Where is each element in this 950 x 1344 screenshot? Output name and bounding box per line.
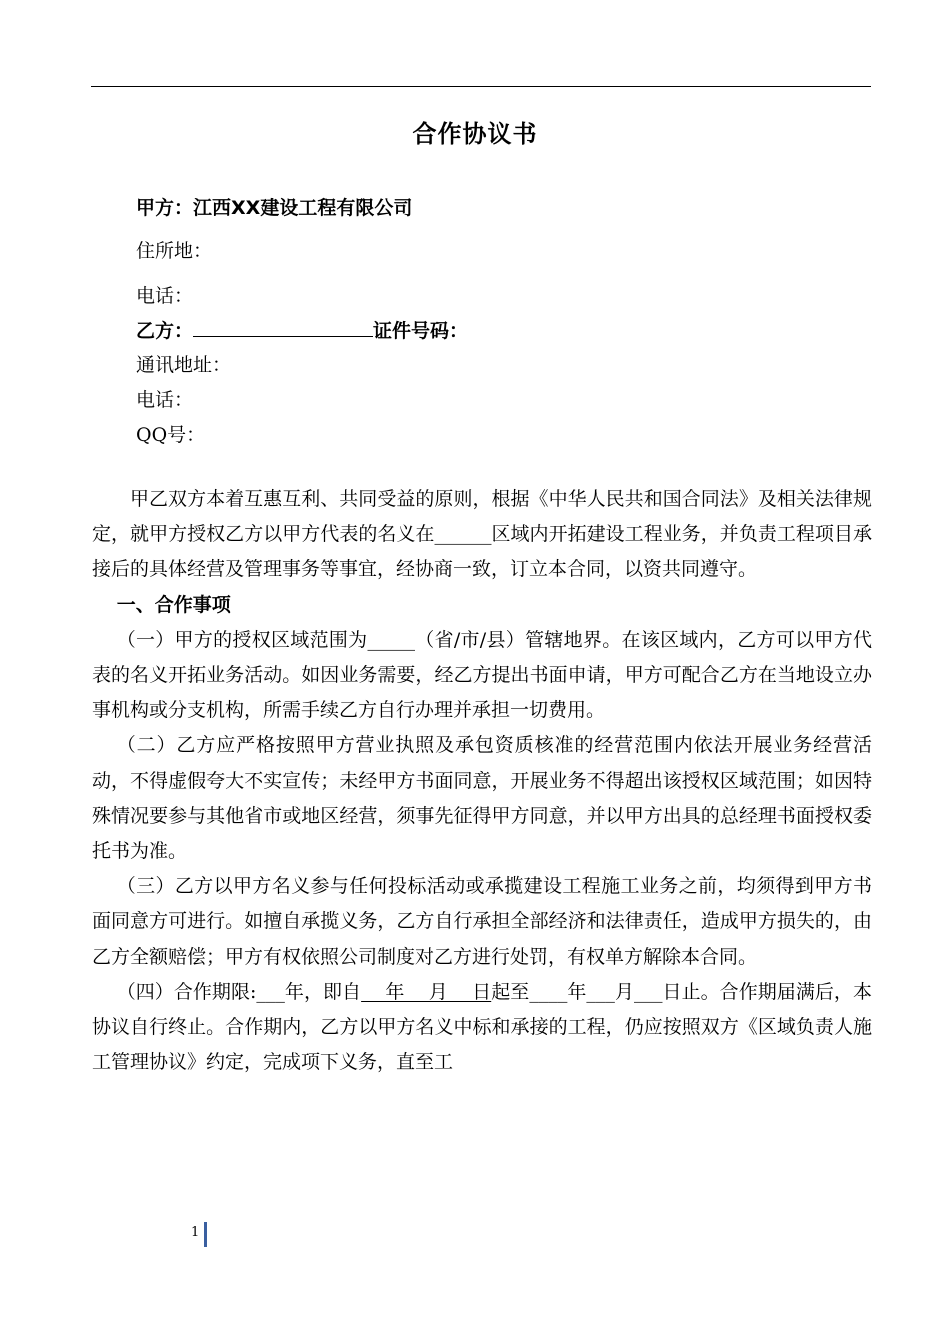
clause-4: （四）合作期限:___年，即自 年 月 日起至____年___月___日止。合作期届满后，本协议自行终止。合作期内，乙方以甲方名义中标和承接的工程，仍应按照双方《区域负责人施工管理协议》约定，完成项下义务，直至工 [92, 980, 872, 1074]
page-number: 1 [191, 1225, 200, 1240]
clause-3: （三）乙方以甲方名义参与任何投标活动或承揽建设工程施工业务之前，均须得到甲方书面同意方可进行。如擅自承揽义务，乙方自行承担全部经济和法律责任，造成甲方损失的，由乙方全额赔偿；甲方有权依照公司制度对乙方进行处罚，有权单方解除本合同。 [92, 875, 872, 968]
party-b-id-label: 证件号码： [373, 320, 469, 342]
start-date-blank: 年 月 日 [361, 980, 492, 1003]
party-b-qq: QQ号： [136, 424, 206, 446]
section-heading: 一、合作事项 [116, 593, 231, 616]
party-a-label: 甲方： [136, 197, 194, 219]
party-b-address: 通讯地址： [136, 354, 232, 376]
party-a-address: 住所地： [136, 240, 213, 262]
party-b-name-blank [193, 316, 373, 337]
party-a-name: 江西XX建设工程有限公司 [193, 197, 413, 219]
party-b-phone: 电话： [136, 389, 194, 411]
document-title: 合作协议书 [412, 120, 538, 148]
clause-2: （二）乙方应严格按照甲方营业执照及承包资质核准的经营范围内依法开展业务经营活动，不得虚假夸大不实宣传；未经甲方书面同意，开展业务不得超出该授权区域范围；如因特殊情况要参与其他省市或地区经营，须事先征得甲方同意，并以甲方出具的总经理书面授权委托书为准。 [92, 734, 872, 863]
clause-1: （一）甲方的授权区域范围为_____（省/市/县）管辖地界。在该区域内，乙方可以甲方代表的名义开拓业务活动。如因业务需要，经乙方提出书面申请，甲方可配合乙方在当地设立办事机构或分支机构，所需手续乙方自行办理并承担一切费用。 [92, 628, 872, 722]
header-rule [91, 86, 871, 87]
preamble-paragraph: 甲乙双方本着互惠互利、共同受益的原则，根据《中华人民共和国合同法》及相关法律规定，就甲方授权乙方以甲方代表的名义在______区域内开拓建设工程业务，并负责工程项目承接后的具体经营及管理事务等事宜，经协商一致，订立本合同，以资共同遵守。 [92, 488, 872, 581]
party-a-phone: 电话： [136, 285, 194, 307]
party-b-label: 乙方： [136, 320, 194, 342]
footer-accent-bar [204, 1222, 207, 1247]
party-a-line [136, 193, 412, 220]
contract-body [92, 482, 872, 1080]
party-b-line [136, 316, 468, 343]
